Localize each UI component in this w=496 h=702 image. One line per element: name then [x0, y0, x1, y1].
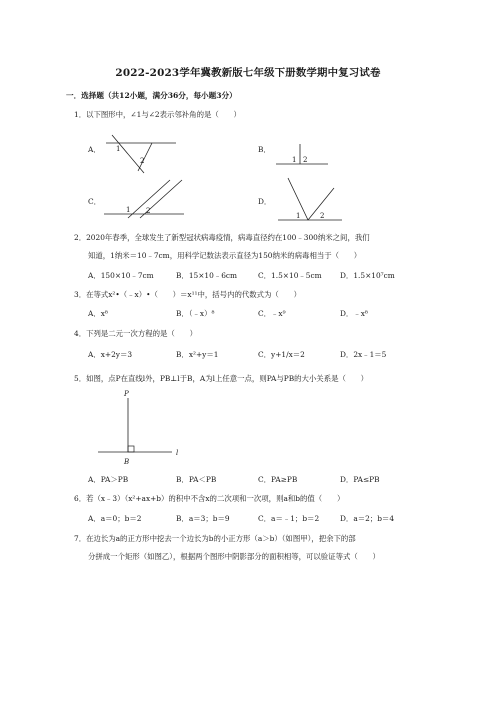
q5-option-a[interactable]: A．PA＞PB: [88, 475, 129, 484]
q1-option-a-label[interactable]: A．: [88, 145, 101, 154]
question-2-line-2: 知道，1纳米＝10﹣7cm，用科学记数法表示直径为150纳米的病毒相当于（ ）: [88, 251, 362, 260]
q2-option-c[interactable]: C．1.5×10﹣5cm: [258, 271, 322, 280]
q4-option-c[interactable]: C．y+1/x＝2: [258, 350, 305, 359]
q3-option-b[interactable]: B．（﹣x）⁸: [176, 309, 215, 318]
question-7-line-2: 分拼成一个矩形（如图乙），根据两个图形中阴影部分的面积相等，可以验证等式（ ）: [88, 552, 380, 561]
q4-option-b[interactable]: B．x²+y＝1: [176, 350, 219, 359]
q3-option-d[interactable]: D．﹣x⁸: [340, 309, 368, 318]
q5-option-d[interactable]: D．PA≤PB: [340, 475, 380, 484]
q1-figure-b: [272, 140, 332, 172]
q1-option-b-label[interactable]: B．: [258, 145, 271, 154]
q2-option-a[interactable]: A．150×10﹣7cm: [88, 271, 154, 280]
q1-figure-c: [100, 178, 190, 222]
page-title: 2022-2023学年冀教新版七年级下册数学期中复习试卷: [115, 67, 381, 79]
q3-option-a[interactable]: A．x⁸: [88, 309, 108, 318]
q5-option-c[interactable]: C．PA≥PB: [258, 475, 298, 484]
q1-option-c-label[interactable]: C．: [88, 197, 102, 206]
question-4-stem: 4．下列是二元一次方程的是（ ）: [74, 329, 197, 338]
q3-option-c[interactable]: C．﹣x⁹: [258, 309, 286, 318]
q1-option-d-label[interactable]: D．: [258, 197, 272, 206]
question-2-line-1: 2．2020年春季，全球发生了新型冠状病毒疫情，病毒直径约在100﹣300纳米之间，我们: [74, 233, 370, 242]
q2-option-b[interactable]: B．15×10﹣6cm: [176, 271, 238, 280]
q6-option-a[interactable]: A．a＝0；b＝2: [88, 514, 142, 523]
q6-option-b[interactable]: B．a＝3；b＝9: [176, 514, 230, 523]
q1-d-angle1: 1: [296, 212, 301, 220]
question-3-stem: 3．在等式x²•（﹣x）•（ ）＝x¹¹中，括号内的代数式为（ ）: [74, 290, 301, 299]
q1-c-angle1: 1: [126, 206, 131, 214]
q5-option-b[interactable]: B．PA＜PB: [176, 475, 217, 484]
q4-option-a[interactable]: A．x+2y＝3: [88, 350, 133, 359]
q1-b-angle2: 2: [303, 156, 308, 164]
q1-figure-d: [276, 176, 346, 224]
section-heading: 一．选择题（共12小题，满分36分，每小题3分）: [66, 91, 237, 100]
q1-a-angle2: 2: [140, 157, 145, 165]
question-6-stem: 6．若（x﹣3）（x²+ax+b）的积中不含x的二次项和一次项，则a和b的值（ ）: [74, 494, 345, 503]
q1-d-angle2: 2: [320, 212, 325, 220]
q6-option-c[interactable]: C．a＝﹣1；b＝2: [258, 514, 320, 523]
q1-c-angle2: 2: [146, 207, 151, 215]
question-1-stem: 1．以下图形中，∠1与∠2表示邻补角的是（ ）: [74, 110, 241, 119]
q1-b-angle1: 1: [292, 156, 297, 164]
q4-option-d[interactable]: D．2x﹣1＝5: [340, 350, 387, 359]
q5-label-b: B: [124, 458, 130, 466]
question-5-stem: 5．如图，点P在直线l外，PB⊥l于B，A为l上任意一点，则PA与PB的大小关系是（ ）: [74, 374, 369, 383]
q5-label-l: l: [176, 449, 179, 457]
q5-figure: [96, 388, 186, 470]
q1-a-angle1: 1: [116, 145, 121, 153]
q2-option-d[interactable]: D．1.5×10⁷cm: [340, 271, 395, 280]
q1-figure-a: [100, 133, 180, 175]
q6-option-d[interactable]: D．a＝2；b＝4: [340, 514, 395, 523]
q5-label-p: P: [124, 390, 129, 398]
question-7-line-1: 7．在边长为a的正方形中挖去一个边长为b的小正方形（a＞b）（如图甲），把余下的部: [74, 534, 356, 543]
